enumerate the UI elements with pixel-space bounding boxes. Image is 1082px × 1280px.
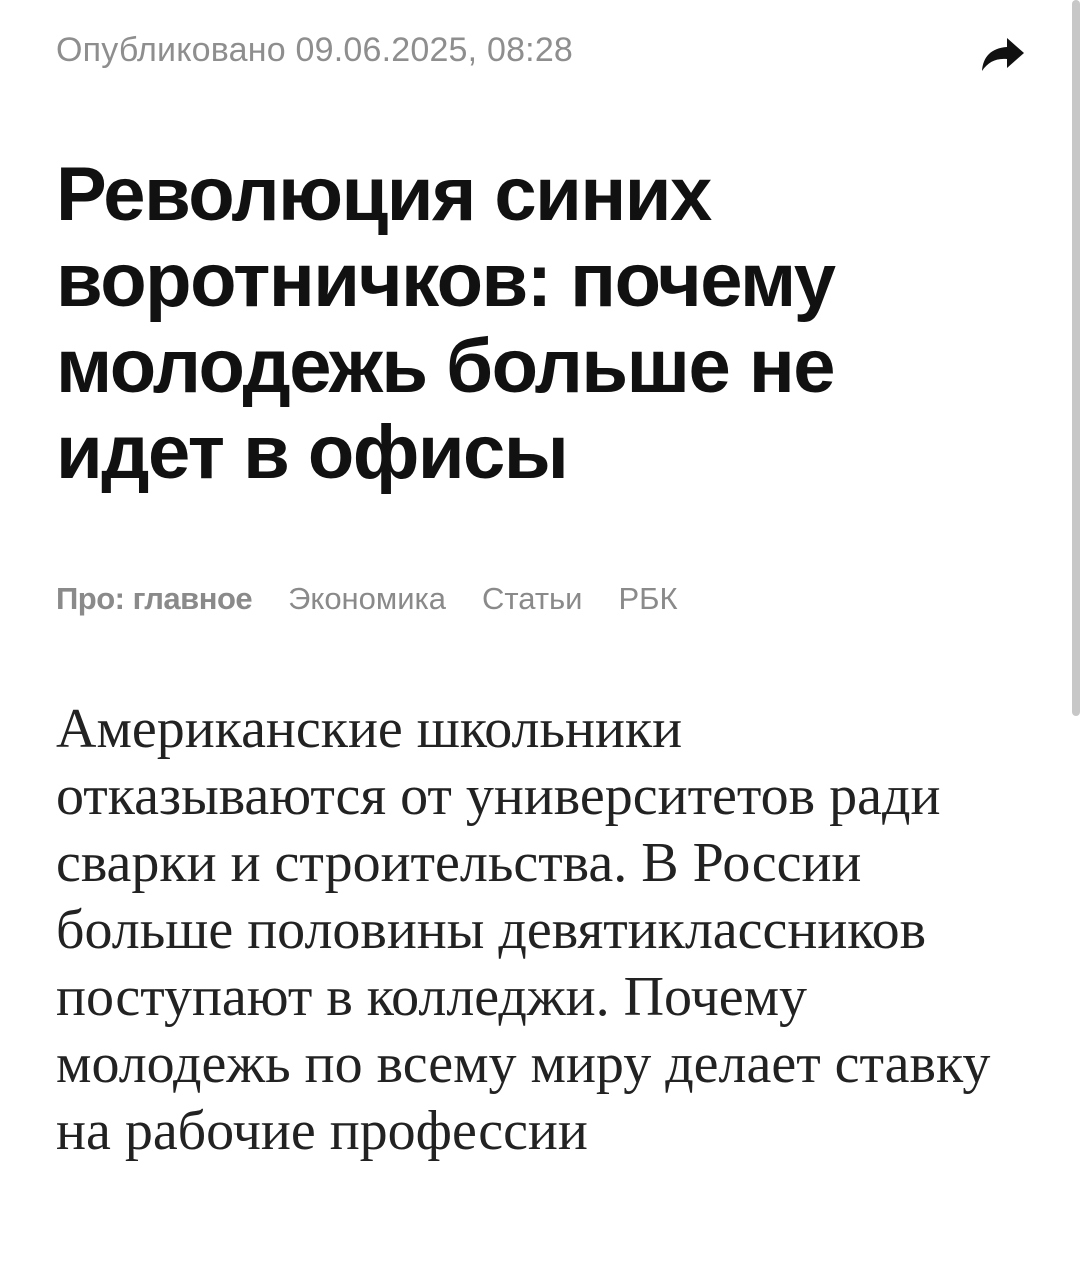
article-lede: Американские школьники отказываются от университетов ради сварки и строительства. В России больше половины девятиклассников поступают в колледжи. Почему молодежь по всему миру делает ставку на рабочие профессии <box>56 698 991 1162</box>
scrollbar[interactable] <box>1072 0 1080 716</box>
article-tags <box>56 578 678 620</box>
tag-pro-main[interactable]: Про: главное <box>56 581 253 616</box>
published-date: Опубликовано 09.06.2025, 08:28 <box>56 31 574 69</box>
tag-articles[interactable]: Статьи <box>482 581 583 616</box>
share-arrow-icon <box>980 34 1026 76</box>
share-button[interactable] <box>980 34 1026 76</box>
article-headline: Революция синих воротничков: почему молодежь больше не идет в офисы <box>56 152 835 495</box>
article-meta-row <box>56 28 1026 78</box>
tag-rbc[interactable]: РБК <box>618 581 678 616</box>
tag-economics[interactable]: Экономика <box>288 581 447 616</box>
